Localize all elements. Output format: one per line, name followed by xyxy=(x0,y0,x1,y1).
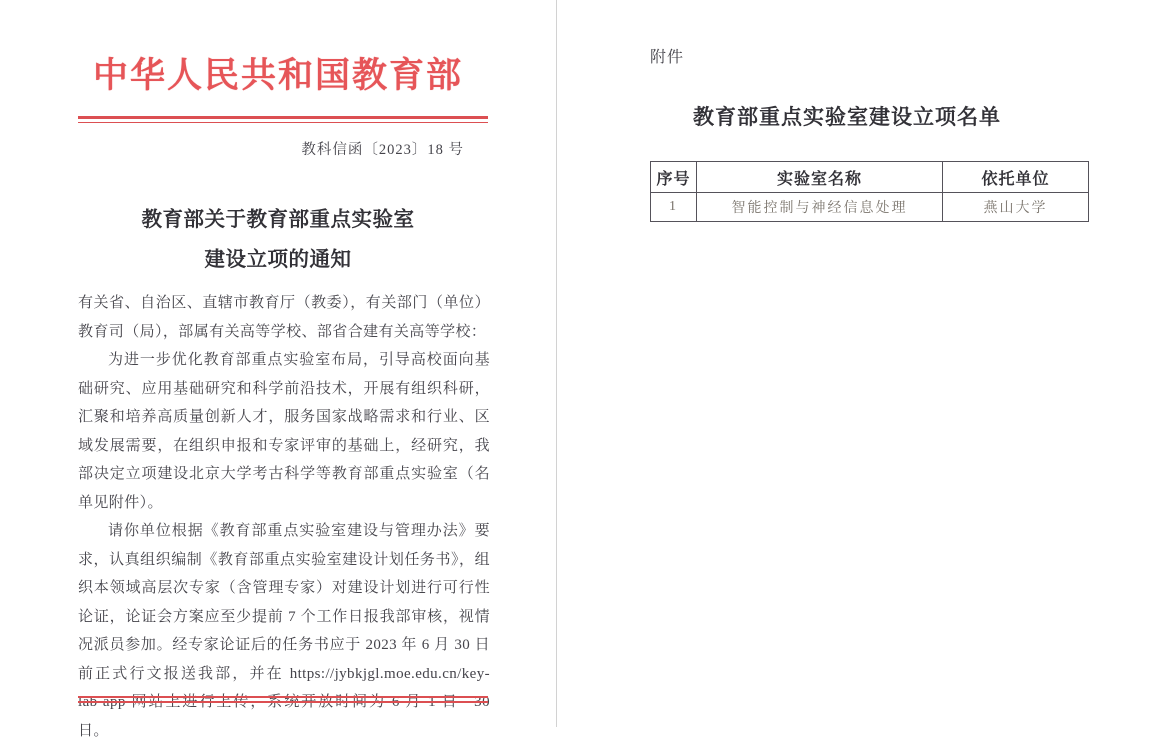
letterhead-title: 中华人民共和国教育部 xyxy=(92,56,463,95)
cell-index: 1 xyxy=(651,193,697,222)
cell-institution: 燕山大学 xyxy=(943,193,1089,222)
attachment-page xyxy=(557,0,1154,727)
letterhead-rule xyxy=(78,116,488,123)
notice-title xyxy=(0,200,556,280)
attachment-title: 教育部重点实验室建设立项名单 xyxy=(693,105,1001,129)
column-header-institution: 依托单位 xyxy=(943,162,1089,193)
project-list-table xyxy=(650,161,1089,222)
document-number: 教科信函〔2023〕18 号 xyxy=(301,142,464,158)
column-header-index: 序号 xyxy=(651,162,697,193)
salutation: 有关省、自治区、直辖市教育厅（教委），有关部门（单位）教育司（局），部属有关高等学校、部省合建有关高等学校： xyxy=(78,295,490,340)
notice-title-line1: 教育部关于教育部重点实验室 xyxy=(141,209,415,231)
column-header-lab-name: 实验室名称 xyxy=(697,162,943,193)
notice-body xyxy=(78,289,490,745)
attachment-label: 附件 xyxy=(650,49,685,66)
footer-rule xyxy=(78,696,488,703)
table-row xyxy=(651,193,1089,222)
notice-page xyxy=(0,0,556,739)
body-paragraph-1: 为进一步优化教育部重点实验室布局，引导高校面向基础研究、应用基础研究和科学前沿技术，开展有组织科研，汇聚和培养高质量创新人才，服务国家战略需求和行业、区域发展需要，在组织申报和专家评审的基础上，经研究，我部决定立项建设北京大学考古科学等教育部重点实验室（名单见附件）。 xyxy=(78,352,490,511)
notice-title-line2: 建设立项的通知 xyxy=(204,249,352,271)
cell-lab-name: 智能控制与神经信息处理 xyxy=(697,193,943,222)
body-paragraph-2: 请你单位根据《教育部重点实验室建设与管理办法》要求，认真组织编制《教育部重点实验室建设计划任务书》，组织本领域高层次专家（含管理专家）对建设计划进行可行性论证，论证会方案应至少提前 7 个工作日报我部审核，视情况派员参加。经专家论证后的任务书应于 2023 年 6 月 30 日前正式行文报送我部，并在 https://jybkjgl.moe.edu.cn/key-lab-app 网站上进行上传，系统开放时间为 6 月 1 日—30 日。 xyxy=(78,523,490,739)
table-header-row xyxy=(651,162,1089,193)
